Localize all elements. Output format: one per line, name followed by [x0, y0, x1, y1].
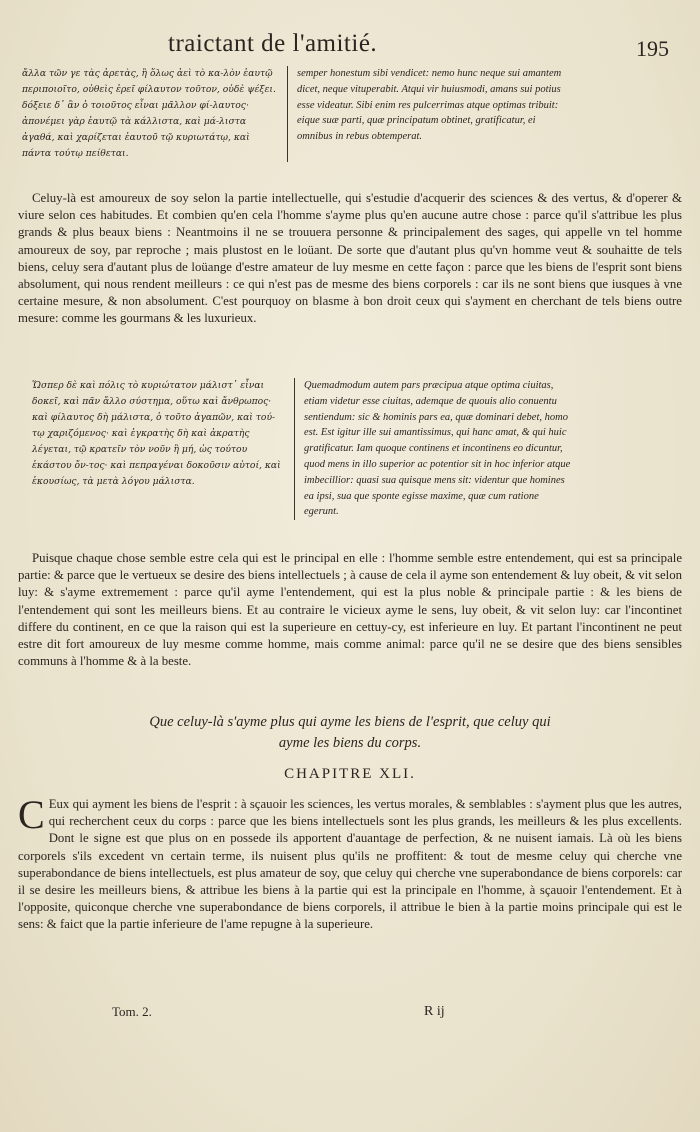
middle-parallel-block [32, 378, 676, 520]
paragraph-2 [18, 550, 682, 670]
latin-text-middle [294, 378, 574, 520]
greek-text-middle [32, 378, 294, 520]
tome-marker: Tom. 2. [112, 1004, 152, 1019]
latin-paragraph-middle: Quemadmodum autem pars præcipua atque optima ciuitas, etiam videtur esse ciuitas, ademque de quouis alio conuentu sentiendum: sic & hominis pars ea, quæ dominari debet, homo est. Est igitur ille sui amantissimus, qui hanc amat, & qui huic gratificatur. Iam quoque continens et incontinens eo dicuntur, quod mens in illo superior ac potentior sit in hoc inferior atque imbecillior: quasi sua quisque mens sit: videntur que homines ea ipsi, sua que sponte egisse maxime, quæ cum ratione egerunt. [304, 380, 571, 518]
greek-text-top [22, 66, 287, 162]
greek-paragraph-middle: Ὥσπερ δὲ καὶ πόλις τὸ κυριώτατον μάλιστ᾽ εἶναι δοκεῖ, καὶ πᾶν ἄλλο σύστημα, οὕτω καὶ ἄνθρωπος· καὶ φίλαυτος δὴ μάλιστα, ὁ τοῦτο ἀγαπῶν, καὶ τού-τῳ χαριζόμενος· καὶ ἐγκρατὴς δὴ καὶ ἀκρατὴς λέγεται, τῷ κρατεῖν τὸν νοῦν ἢ μή, ὡς τούτου ἑκάστου ὄν-τος· καὶ πεπραγέναι δοκοῦσιν αὐτοί, καὶ ἑκουσίως, τὰ μετὰ λόγου μάλιστα. [32, 380, 281, 487]
section-heading-line-2: ayme les biens du corps. [278, 735, 422, 751]
paragraph-1-text: Celuy-là est amoureux de soy selon la partie intellectuelle, qui s'estudie d'acquerir des sciences & des vertus, & d'operer & viure selon ces habitudes. Et combien qu'en cela l'homme s'ayme plus qu'en aucune autre chose : parce qu'il s'attribue les plus grands & plus beaux biens : Neantmoins il ne se trouuera personne & principalement des sages, qui appelle vn tel homme amoureux de soy, par reproche ; mais plustost en le loüant. De sorte que d'autant plus qu'vn homme veut & souhaitte de tels biens, celuy sera d'autant plus de loüange d'estre amateur de luy mesme en cette façon : parce que les biens de l'esprit sont biens absolument, qui nous rendent meilleurs : ce qui n'est pas de mesme des biens corporels : car ils ne sont biens que iusques à vne certaine mesure, & non absolument. C'est pourquoy on blasme à bon droit ceux qui s'ayment en cherchant de tels biens outre mesure: comme les gourmans & les luxurieux. [18, 191, 682, 326]
paragraph-2-text: Puisque chaque chose semble estre cela qui est le principal en elle : l'homme semble estre entendement, qui est sa principale partie: & parce que le vertueux se desire des biens intellectuels ; à cause de cela il ayme son entendement & luy obeit, & vit selon luy: & s'ayme extremement : parce qu'il ayme l'entendement, qui est la plus noble & principale partie : & les biens de l'entendement qui sont les meilleurs biens. Et au contraire le vicieux ayme le sens, luy obeit, & vit selon luy: car l'incontinet differe du continent, en ce que la raison qui est la superieure en cettuy-cy, est inferieure en luy. Et partant l'incontinent ne peut estre dit fort amoureux de luy mesme comme homme, mais comme animal: parce qu'il ne se desire que des biens sensibles communs à l'homme & à la beste. [18, 551, 682, 669]
section-heading-line-1: Que celuy-là s'ayme plus qui ayme les biens de l'esprit, que celuy qui [149, 714, 551, 730]
top-parallel-block [22, 66, 678, 162]
running-head: traictant de l'amitié. [168, 30, 378, 57]
signature-mark: R ij [424, 1004, 445, 1019]
chapter-paragraph-text: Eux qui ayment les biens de l'esprit : à sçauoir les sciences, les vertus morales, & semblables : s'ayment plus que les autres, qui recherchent ceux du corps : parce que les biens intellectuels sont les plus grands, les meilleurs & les plus excellents. Dont le signe est que plus on en possede ils apportent d'auantage de perfection, & ne nuisent iamais. Là où les biens corporels s'ils excedent vn certain terme, ils nuisent plus qu'ils ne proffitent: & tout de mesme celuy qui cherche vne superabondance de biens intellectuels, est plus amateur de soy, que celuy qui cherche vne superabondance de biens corporels: car il se desire les meilleurs biens, & attribue les biens à la partie qui est la principale en l'homme, à sçauoir l'entendement. Et à l'opposite, quiconque cherche vne superabondance de biens corporels, il attribue le bien à la partie moins principale qui est le sens: & faict que la partie inferieure de l'ame repugne à la superieure. [18, 797, 682, 932]
drop-cap: C [18, 792, 45, 837]
section-heading [0, 712, 700, 754]
latin-text-top [287, 66, 567, 162]
chapter-title: CHAPITRE XLI. [284, 766, 416, 782]
paragraph-1 [18, 190, 682, 328]
latin-paragraph-top: semper honestum sibi vendicet: nemo hunc neque sui amantem dicet, neque vituperabit. Atqui vir huiusmodi, amans sui potius esse videatur. Sibi enim res pulcerrimas atque optimas tribuit: eique suæ parti, quæ principatum obtinet, gratificatur, ei omnibus in rebus obtemperat. [297, 68, 562, 143]
chapter-paragraph [18, 792, 682, 934]
page-number: 195 [636, 36, 669, 61]
greek-paragraph-top: ἄλλα τῶν γε τὰς ἀρετὰς, ἢ ὅλως ἀεὶ τὸ κα-λὸν ἑαυτῷ περιποιοῖτο, οὐθεὶς ἐρεῖ φίλαυτον τοῦτον, οὐδὲ ψέξει. δόξειε δ᾽ ἂν ὁ τοιοῦτος εἶναι μᾶλλον φί-λαυτος· ἀπονέμει γὰρ ἑαυτῷ τὰ κάλλιστα, καὶ μά-λιστα ἀγαθά, καὶ χαρίζεται ἑαυτοῦ τῷ κυριωτάτῳ, καὶ πάντα τούτῳ πείθεται. [22, 68, 276, 159]
